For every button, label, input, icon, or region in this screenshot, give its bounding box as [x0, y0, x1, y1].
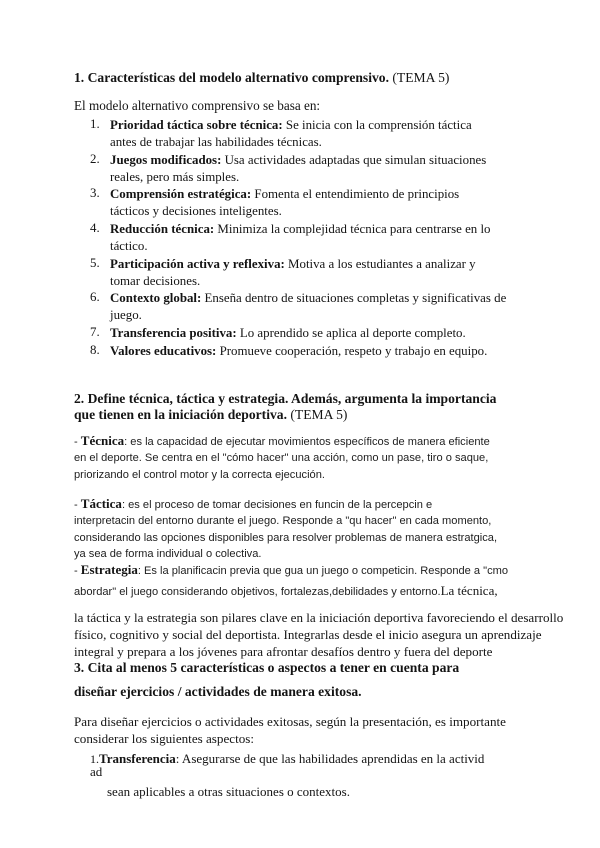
list-item-number: 2. [90, 152, 100, 166]
list-item-line1 [110, 186, 459, 203]
list-item-line2: táctico. [110, 239, 148, 253]
section3-item1-line2: sean aplicables a otras situaciones o contextos. [107, 784, 350, 799]
tecnica-dash: - [74, 436, 81, 448]
list-item-description: Lo aprendido se aplica al deporte completo. [236, 326, 466, 340]
list-item-term: Comprensión estratégica: [110, 187, 252, 201]
estrategia-paragraph [74, 562, 508, 601]
list-item-line1 [110, 325, 466, 342]
estrategia-line2-text: abordar" el juego considerando objetivos, fortalezas,debilidades y entorno. [74, 586, 441, 599]
tecnica-paragraph [74, 433, 490, 483]
list-item-description: Se inicia con la comprensión táctica [282, 118, 472, 132]
section3-item1-term: Transferencia [99, 751, 176, 766]
list-item-number: 5. [90, 256, 100, 270]
section3-item1-line1 [90, 751, 484, 766]
list-item-description: Promueve cooperación, respeto y trabajo en equipo. [216, 344, 488, 358]
section1-heading [74, 70, 449, 86]
section3-intro [74, 713, 506, 747]
list-item-number: 4. [90, 221, 100, 235]
list-item-text [110, 117, 472, 151]
section3-heading-line2: diseñar ejercicios / actividades de manera exitosa. [74, 684, 362, 699]
section3-item1-wrap: ad [90, 764, 103, 779]
list-item-number: 8. [90, 343, 100, 357]
list-item-number: 3. [90, 186, 100, 200]
list-item-text [110, 343, 487, 360]
list-item-description: Usa actividades adaptadas que simulan situaciones [221, 153, 487, 167]
list-item-term: Valores educativos: [110, 344, 217, 358]
list-item-number: 7. [90, 325, 100, 339]
estrategia-term: Estrategia [80, 562, 138, 577]
list-item-description: Minimiza la complejidad técnica para centrarse en lo [214, 222, 491, 236]
section2-heading-line1: 2. Define técnica, táctica y estrategia. Además, argumenta la importancia [74, 391, 497, 406]
tactica-line1 [74, 496, 497, 513]
estrategia-dash: - [74, 565, 81, 577]
section3-intro-line1: Para diseñar ejercicios o actividades exitosas, según la presentación, es importante [74, 714, 506, 729]
list-item-line2: reales, pero más simples. [110, 170, 240, 184]
tecnica-line2: en el deporte. Se centra en el "cómo hacer" una acción, como un pase, tiro o saque, [74, 452, 489, 465]
tactica-term: Táctica [80, 496, 122, 511]
importance-line3: integral y prepara a los jóvenes para afrontar desafíos dentro y fuera del deporte [74, 644, 493, 660]
tactica-line1-text: : es el proceso de tomar decisiones en funcin de la percepcin e [121, 499, 433, 511]
list-item-line1 [110, 343, 487, 360]
tactica-dash: - [74, 499, 81, 511]
estrategia-line1-text: : Es la planificacin previa que gua un juego o competicin. Responde a "cmo [137, 565, 509, 577]
tactica-line3: considerando las opciones disponibles para resolver problemas de manera estratgica, [74, 531, 498, 544]
section2-heading-text: que tienen en la iniciación deportiva. [74, 407, 287, 422]
section3-heading-line1: 3. Cita al menos 5 características o aspectos a tener en cuenta para [74, 660, 460, 675]
tactica-line2: interpretacin del entorno durante el juego. Responde a "qu hacer" en cada momento, [74, 515, 492, 528]
section1-intro: El modelo alternativo comprensivo se basa en: [74, 98, 321, 113]
section2-tema: (TEMA 5) [290, 407, 348, 422]
list-item-line2: antes de trabajar las habilidades técnicas. [110, 135, 322, 149]
estrategia-line2 [74, 583, 508, 600]
tactica-line4: ya sea de forma individual o colectiva. [74, 547, 262, 560]
section3-item1-num: 1. [90, 752, 99, 766]
list-item-line1 [110, 221, 491, 238]
list-item-text [110, 290, 506, 324]
tecnica-term: Técnica [80, 433, 125, 448]
list-item-line1 [110, 152, 486, 169]
list-item-number: 1. [90, 117, 100, 131]
list-item-line1 [110, 290, 506, 307]
list-item-line2: juego. [110, 308, 142, 322]
importance-line1: la táctica y la estrategia son pilares clave en la iniciación deportiva favoreciendo el desarrollo [74, 610, 564, 625]
tecnica-line3: priorizando el control motor y la correcta ejecución. [74, 468, 325, 481]
section1-tema: (TEMA 5) [392, 70, 450, 85]
list-item-term: Reducción técnica: [110, 222, 215, 236]
list-item-term: Prioridad táctica sobre técnica: [110, 118, 283, 132]
importance-paragraph [74, 609, 563, 661]
section3-intro-line2: considerar los siguientes aspectos: [74, 731, 254, 747]
list-item-text [110, 152, 486, 186]
list-item-description: Enseña dentro de situaciones completas y significativas de [201, 291, 507, 305]
tactica-paragraph [74, 496, 497, 562]
list-item-term: Contexto global: [110, 291, 202, 305]
list-item-term: Participación activa y reflexiva: [110, 257, 285, 271]
list-item-line2: tomar decisiones. [110, 274, 201, 288]
list-item-line2: tácticos y decisiones inteligentes. [110, 204, 282, 218]
section1-heading-text: 1. Características del modelo alternativo comprensivo. [74, 70, 389, 85]
section2-heading-line2 [74, 407, 347, 423]
list-item-term: Juegos modificados: [110, 153, 222, 167]
estrategia-line1 [74, 562, 508, 579]
list-item-text [110, 325, 466, 342]
list-item-text [110, 186, 459, 220]
tecnica-line1-text: : es la capacidad de ejecutar movimientos específicos de manera eficiente [124, 436, 490, 448]
section3-item1-text: : Asegurarse de que las habilidades aprendidas en la activid [175, 751, 485, 766]
section3-item1 [90, 751, 485, 799]
list-item-description: Fomenta el entendimiento de principios [251, 187, 460, 201]
list-item-number: 6. [90, 290, 100, 304]
list-item-text [110, 221, 491, 255]
list-item-line1 [110, 117, 472, 134]
list-item-term: Transferencia positiva: [110, 326, 237, 340]
list-item-text [110, 256, 476, 290]
list-item-line1 [110, 256, 476, 273]
estrategia-line2-tail: La técnica, [440, 583, 498, 599]
list-item-description: Motiva a los estudiantes a analizar y [284, 257, 476, 271]
tecnica-line1 [74, 433, 490, 450]
importance-line2: físico, cognitivo y social del deportista. Integrarlas desde el inicio asegura un aprendizaje [74, 627, 542, 643]
